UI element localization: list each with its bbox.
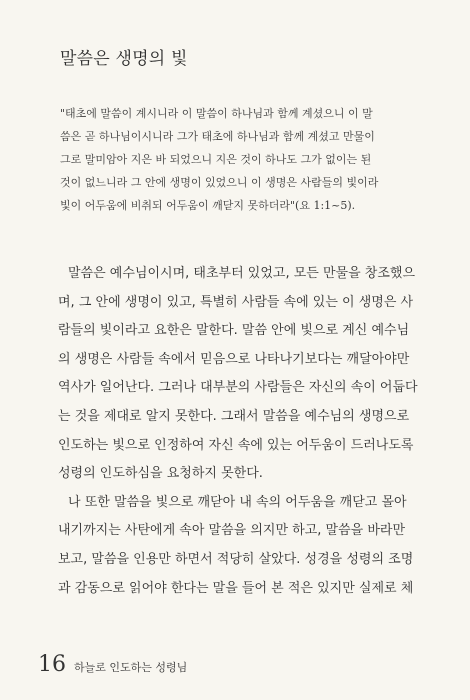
paragraph-line: 며, 그 안에 생명이 있고, 특별히 사람들 속에 있는 이 생명은 사	[58, 294, 414, 310]
paragraph-line: 성령의 인도하심을 요청하지 못한다.	[58, 466, 263, 482]
paragraph-line: 의 생명은 사람들 속에서 믿음으로 나타나기보다는 깨달아야만	[58, 351, 410, 367]
paragraph-line: 나 또한 말씀을 빛으로 깨닫아 내 속의 어두움을 깨닫고 몰아	[68, 494, 407, 510]
body-text	[58, 260, 418, 603]
paragraph-line: 말씀은 예수님이시며, 태초부터 있었고, 모든 만물을 창조했으	[68, 266, 416, 281]
paragraph-line: 과 감동으로 읽어야 한다는 말을 들어 본 적은 있지만 실제로 체	[58, 580, 414, 596]
paragraph-line: 보고, 말씀을 인용만 하면서 적당히 살았다. 성경을 성령의 조명	[58, 551, 414, 567]
quote-line: 씀은 곧 하나님이시니라 그가 태초에 하나님과 함께 계셨고 만물이	[60, 130, 375, 143]
quote-line: 그로 말미암아 지은 바 되었으니 지은 것이 하나도 그가 없이는 된	[60, 153, 372, 166]
paragraph-line: 람들의 빛이라고 요한은 말한다. 말씀 안에 빛으로 계신 예수님	[58, 323, 410, 339]
paragraph-line: 역사가 일어난다. 그러나 대부분의 사람들은 자신의 속이 어둡다	[58, 380, 418, 396]
quote-line: 빛이 어두움에 비취되 어두움이 깨닫지 못하더라"(요 1:1~5).	[60, 199, 356, 212]
scripture-quote	[60, 102, 402, 217]
quote-line: "태초에 말씀이 계시니라 이 말씀이 하나님과 함께 계셨으니 이 말	[60, 107, 373, 120]
quote-line: 것이 없느니라 그 안에 생명이 있었으니 이 생명은 사람들의 빛이라	[60, 176, 379, 189]
section-heading: 말씀은 생명의 빛	[60, 49, 188, 69]
running-title: 하늘로 인도하는 성령님	[74, 661, 188, 674]
paragraph-line: 인도하는 빛으로 인정하여 자신 속에 있는 어두움이 드러나도록	[58, 437, 414, 453]
paragraph-line: 는 것을 제대로 알지 못한다. 그래서 말씀을 예수님의 생명으로	[58, 408, 410, 424]
page-footer	[38, 652, 187, 677]
page-number: 16	[38, 652, 66, 677]
paragraph-line: 내기까지는 사탄에게 속아 말씀을 의지만 하고, 말씀을 바라만	[58, 523, 406, 539]
